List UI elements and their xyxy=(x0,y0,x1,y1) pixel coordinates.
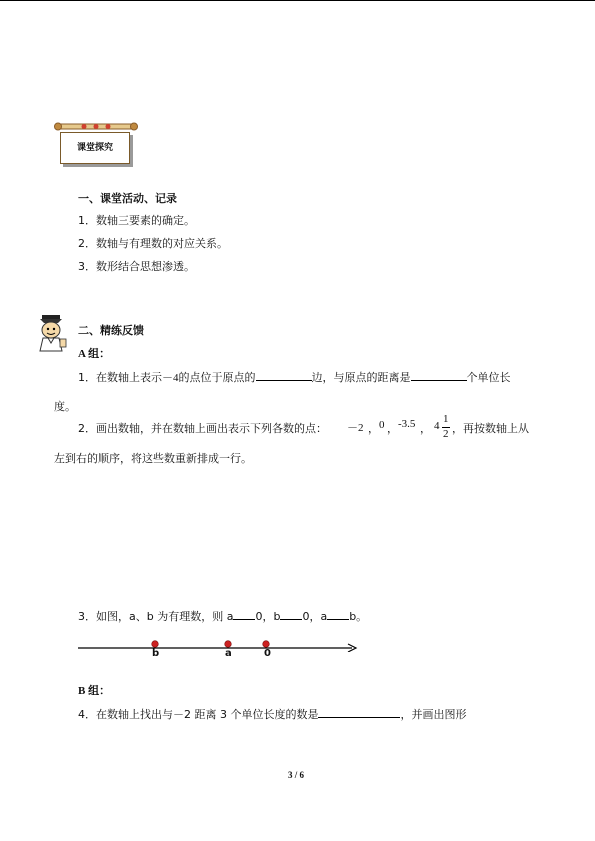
q4-blank-answer[interactable] xyxy=(318,705,400,718)
q1-number: －4 xyxy=(162,372,179,384)
section1-heading: 一、课堂活动、记录 xyxy=(78,192,177,205)
question-1-continued: 度。 xyxy=(54,400,76,413)
banner-title: 课堂探究 xyxy=(60,132,130,164)
q2-mixed-fraction xyxy=(441,413,451,443)
q2-numerator: 1 xyxy=(443,413,449,425)
number-line xyxy=(76,638,360,652)
q1-text-1: 1．在数轴上表示 xyxy=(78,371,162,384)
point-a xyxy=(225,641,232,648)
q2-text-1: 2．画出数轴，并在数轴上画出表示下列各数的点： xyxy=(78,422,327,435)
q2-number-zero: 0 xyxy=(379,419,385,431)
label-zero: 0 xyxy=(264,648,271,659)
q3-blank-b-vs-0[interactable] xyxy=(280,607,302,620)
question-3 xyxy=(78,607,367,624)
q4-text-2: ，并画出图形 xyxy=(400,708,467,721)
q2-text-2: ，再按数轴上从 xyxy=(452,422,529,435)
question-1 xyxy=(78,368,511,385)
group-b-label: B 组： xyxy=(78,685,111,697)
question-2 xyxy=(78,420,327,436)
q3-blank-a-vs-0[interactable] xyxy=(233,607,255,620)
q3-blank-a-vs-b[interactable] xyxy=(327,607,349,620)
q1-text-4: 个单位长 xyxy=(466,371,511,384)
page-number: 3 / 6 xyxy=(288,770,305,780)
question-4 xyxy=(78,705,466,722)
q1-text-2: 的点位于原点的 xyxy=(178,371,256,384)
section2-heading: 二、精练反馈 xyxy=(78,324,144,337)
q1-blank-distance[interactable] xyxy=(411,368,467,381)
q1-text-3: 边，与原点的距离是 xyxy=(311,371,411,384)
page-top-rule xyxy=(0,0,595,1)
q3-text-3: 0，a xyxy=(302,610,328,623)
q2-sep-2: ， xyxy=(387,422,398,435)
q4-text-1: 4．在数轴上找出与－2 距离 3 个单位长度的数是 xyxy=(78,708,319,721)
q2-sep-1: ， xyxy=(368,422,379,435)
q3-text-4: b。 xyxy=(349,610,368,623)
cartoon-student-icon xyxy=(34,313,68,353)
q2-sep-3: ， xyxy=(420,422,431,435)
section1-item-1: 1．数轴三要素的确定。 xyxy=(78,214,195,227)
group-a-label: A 组： xyxy=(78,348,111,360)
label-b: b xyxy=(152,648,160,659)
q2-denominator: 2 xyxy=(443,428,449,440)
section-banner xyxy=(54,122,138,168)
label-a: a xyxy=(225,648,232,659)
q3-text-1: 3．如图，a、b 为有理数，则 a xyxy=(78,610,234,623)
section1-item-2: 2．数轴与有理数的对应关系。 xyxy=(78,237,228,250)
section1-item-3: 3．数形结合思想渗透。 xyxy=(78,260,195,273)
point-zero xyxy=(263,641,270,648)
scroll-ornament-icon xyxy=(54,122,138,131)
q2-mixed-whole: 4 xyxy=(434,420,440,432)
q1-blank-direction[interactable] xyxy=(256,368,312,381)
q2-number-neg3-5: -3.5 xyxy=(398,418,416,430)
question-2-continued: 左到右的顺序，将这些数重新排成一行。 xyxy=(54,452,252,465)
q2-number-neg2: －2 xyxy=(347,422,364,434)
point-b xyxy=(152,641,159,648)
q3-text-2: 0，b xyxy=(255,610,281,623)
